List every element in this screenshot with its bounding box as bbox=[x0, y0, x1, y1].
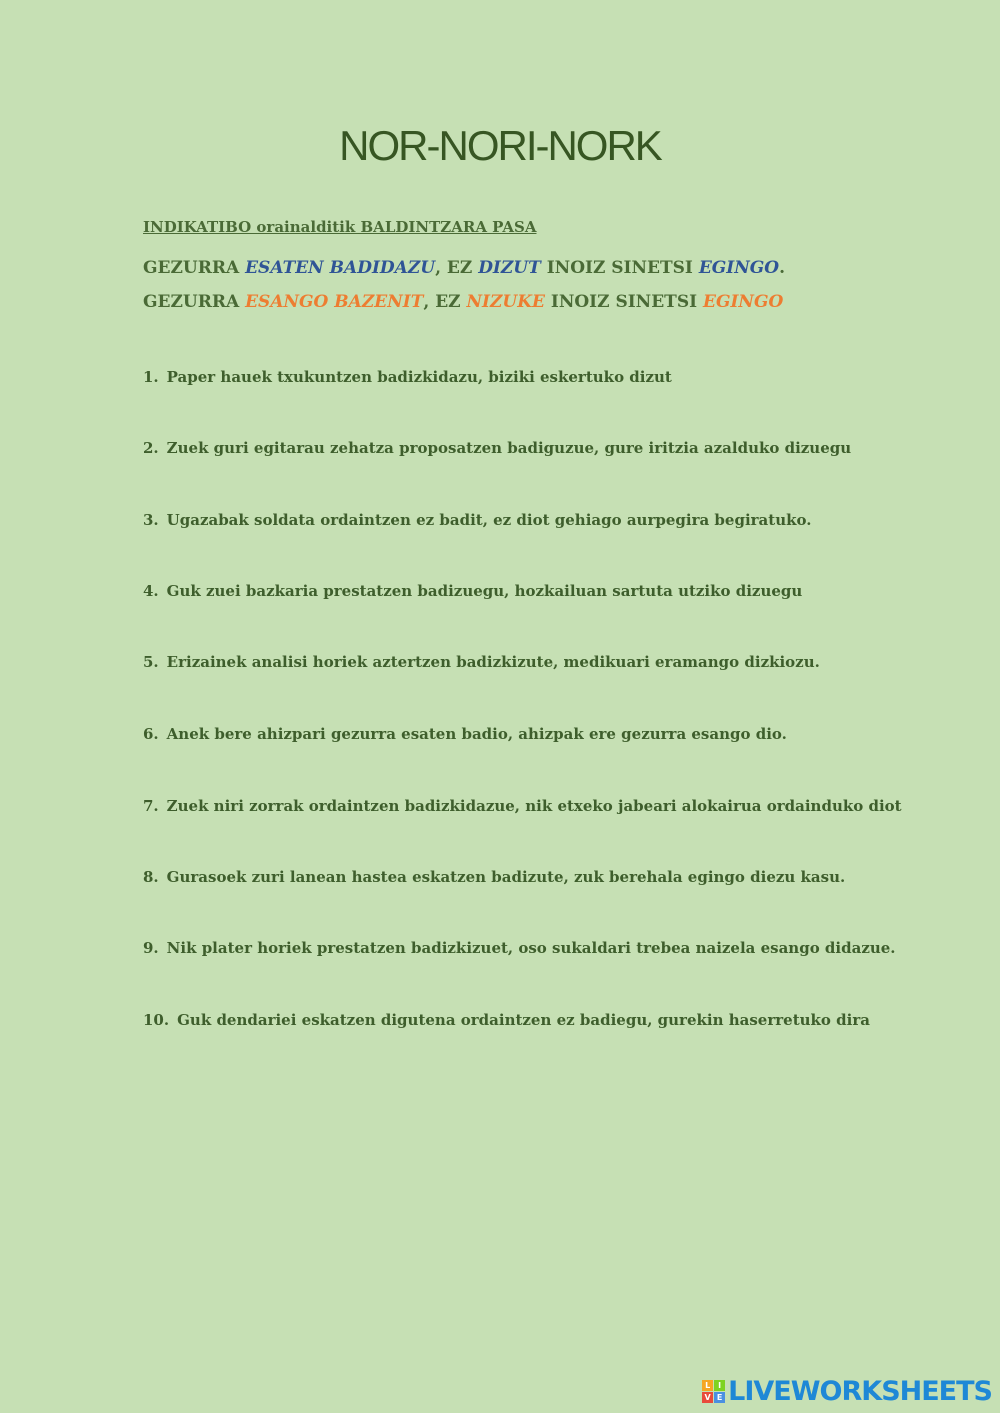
example-highlight: EGINGO bbox=[698, 258, 780, 278]
example-text: INOIZ SINETSI bbox=[544, 292, 703, 312]
example-highlight: EGINGO bbox=[702, 292, 784, 312]
exercise-item-8: 8. Gurasoek zuri lanean hastea eskatzen badizute, zuk berehala egingo diezu kasu. bbox=[143, 868, 846, 886]
exercise-item-9: 9. Nik plater horiek prestatzen badizkizuet, oso sukaldari trebea naizela esango didazue. bbox=[143, 939, 896, 957]
exercise-item-7: 7. Zuek niri zorrak ordaintzen badizkidazue, nik etxeko jabeari alokairua ordainduko diot bbox=[143, 797, 902, 815]
example-text: , EZ bbox=[423, 292, 467, 312]
logo-letter: I bbox=[714, 1380, 725, 1391]
example-highlight: NIZUKE bbox=[466, 292, 545, 312]
exercise-item-4: 4. Guk zuei bazkaria prestatzen badizuegu, hozkailuan sartuta utziko dizuegu bbox=[143, 582, 803, 600]
exercise-item-10: 10. Guk dendariei eskatzen digutena ordaintzen ez badiegu, gurekin haserretuko dira bbox=[143, 1011, 870, 1029]
example-indicative bbox=[143, 258, 785, 278]
instruction-subtitle: INDIKATIBO orainalditik BALDINTZARA PASA bbox=[143, 218, 537, 236]
example-text: INOIZ SINETSI bbox=[540, 258, 699, 278]
example-text: , EZ bbox=[435, 258, 479, 278]
example-text: GEZURRA bbox=[143, 292, 246, 312]
exercise-item-6: 6. Anek bere ahizpari gezurra esaten badio, ahizpak ere gezurra esango dio. bbox=[143, 725, 787, 743]
logo-letter: L bbox=[702, 1380, 713, 1391]
exercise-item-3: 3. Ugazabak soldata ordaintzen ez badit, ez diot gehiago aurpegira begiratuko. bbox=[143, 511, 812, 529]
exercise-item-1: 1. Paper hauek txukuntzen badizkidazu, biziki eskertuko dizut bbox=[143, 368, 672, 386]
example-text: GEZURRA bbox=[143, 258, 246, 278]
exercise-item-5: 5. Erizainek analisi horiek aztertzen badizkizute, medikuari eramango dizkiozu. bbox=[143, 653, 820, 671]
example-text: . bbox=[779, 258, 786, 278]
logo-letter: E bbox=[714, 1392, 725, 1403]
liveworksheets-brand[interactable] bbox=[702, 1376, 992, 1407]
liveworksheets-logo-icon bbox=[702, 1380, 725, 1403]
page-title: NOR-NORI-NORK bbox=[339, 122, 661, 169]
example-highlight: ESANGO BAZENIT bbox=[245, 292, 424, 312]
exercise-item-2: 2. Zuek guri egitarau zehatza proposatzen badiguzue, gure iritzia azalduko dizuegu bbox=[143, 439, 852, 457]
example-conditional bbox=[143, 292, 783, 312]
brand-name: LIVEWORKSHEETS bbox=[728, 1376, 992, 1407]
example-highlight: ESATEN BADIDAZU bbox=[245, 258, 436, 278]
example-highlight: DIZUT bbox=[478, 258, 541, 278]
logo-letter: V bbox=[702, 1392, 713, 1403]
